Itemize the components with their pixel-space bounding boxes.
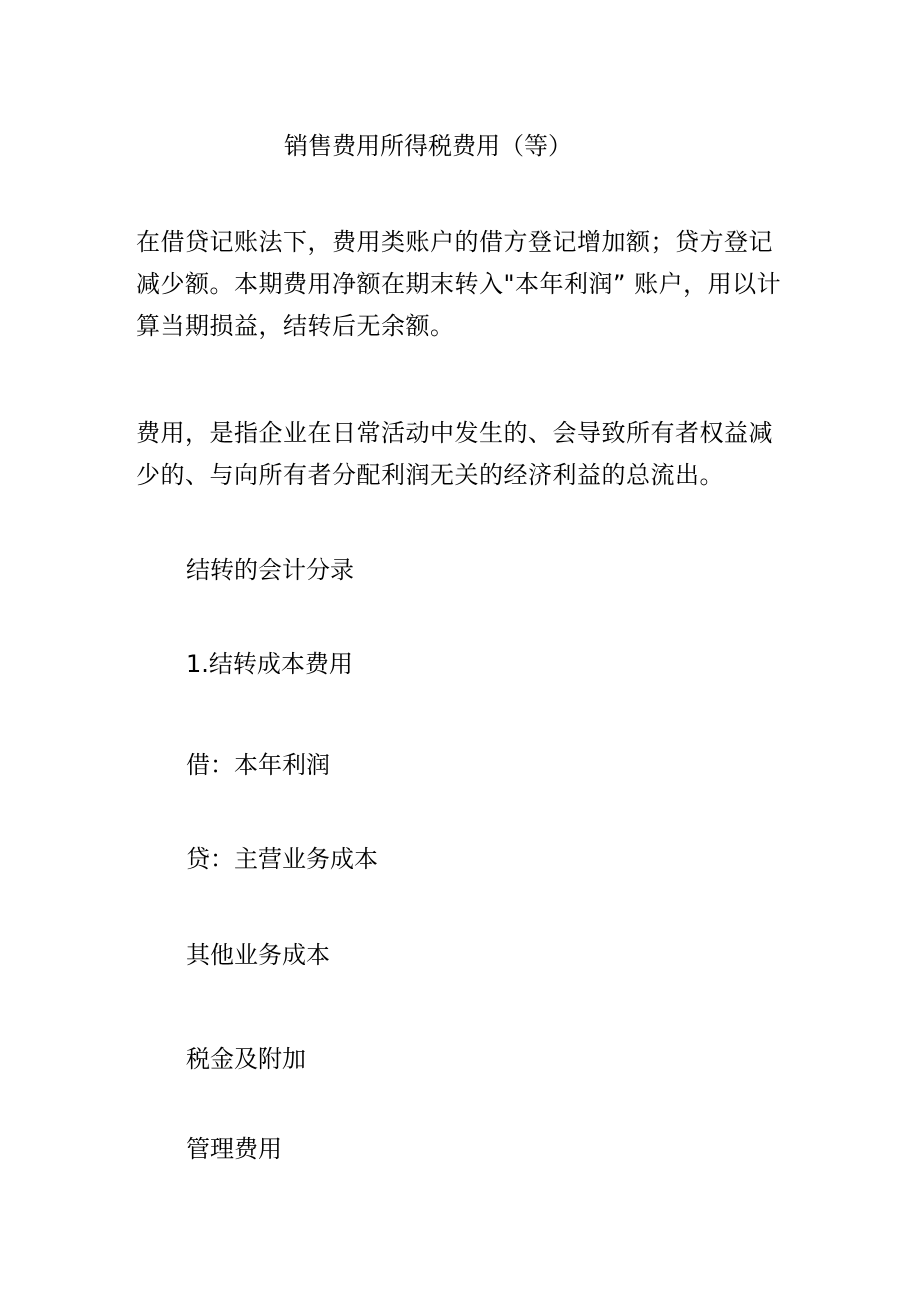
entry-credit-admin-expenses: 管理费用 (186, 1135, 282, 1163)
document-title: 销售费用所得税费用（等） (284, 132, 572, 160)
section-heading-closing-entries: 结转的会计分录 (186, 556, 354, 584)
entry-debit-line: 借：本年利润 (186, 751, 330, 779)
entry-credit-other-cost: 其他业务成本 (186, 941, 330, 969)
paragraph-debit-credit-rules: 在借贷记账法下，费用类账户的借方登记增加额；贷方登记减少额。本期费用净额在期末转入"本年利润” 账户，用以计算当期损益，结转后无余额。 (136, 228, 782, 340)
entry-credit-taxes: 税金及附加 (186, 1045, 306, 1073)
paragraph-expense-definition: 费用，是指企业在日常活动中发生的、会导致所有者权益减少的、与向所有者分配利润无关的经济利益的总流出。 (136, 419, 773, 489)
item-close-cost-expenses: 1.结转成本费用 (186, 650, 353, 678)
entry-credit-line: 贷：主营业务成本 (186, 845, 378, 873)
